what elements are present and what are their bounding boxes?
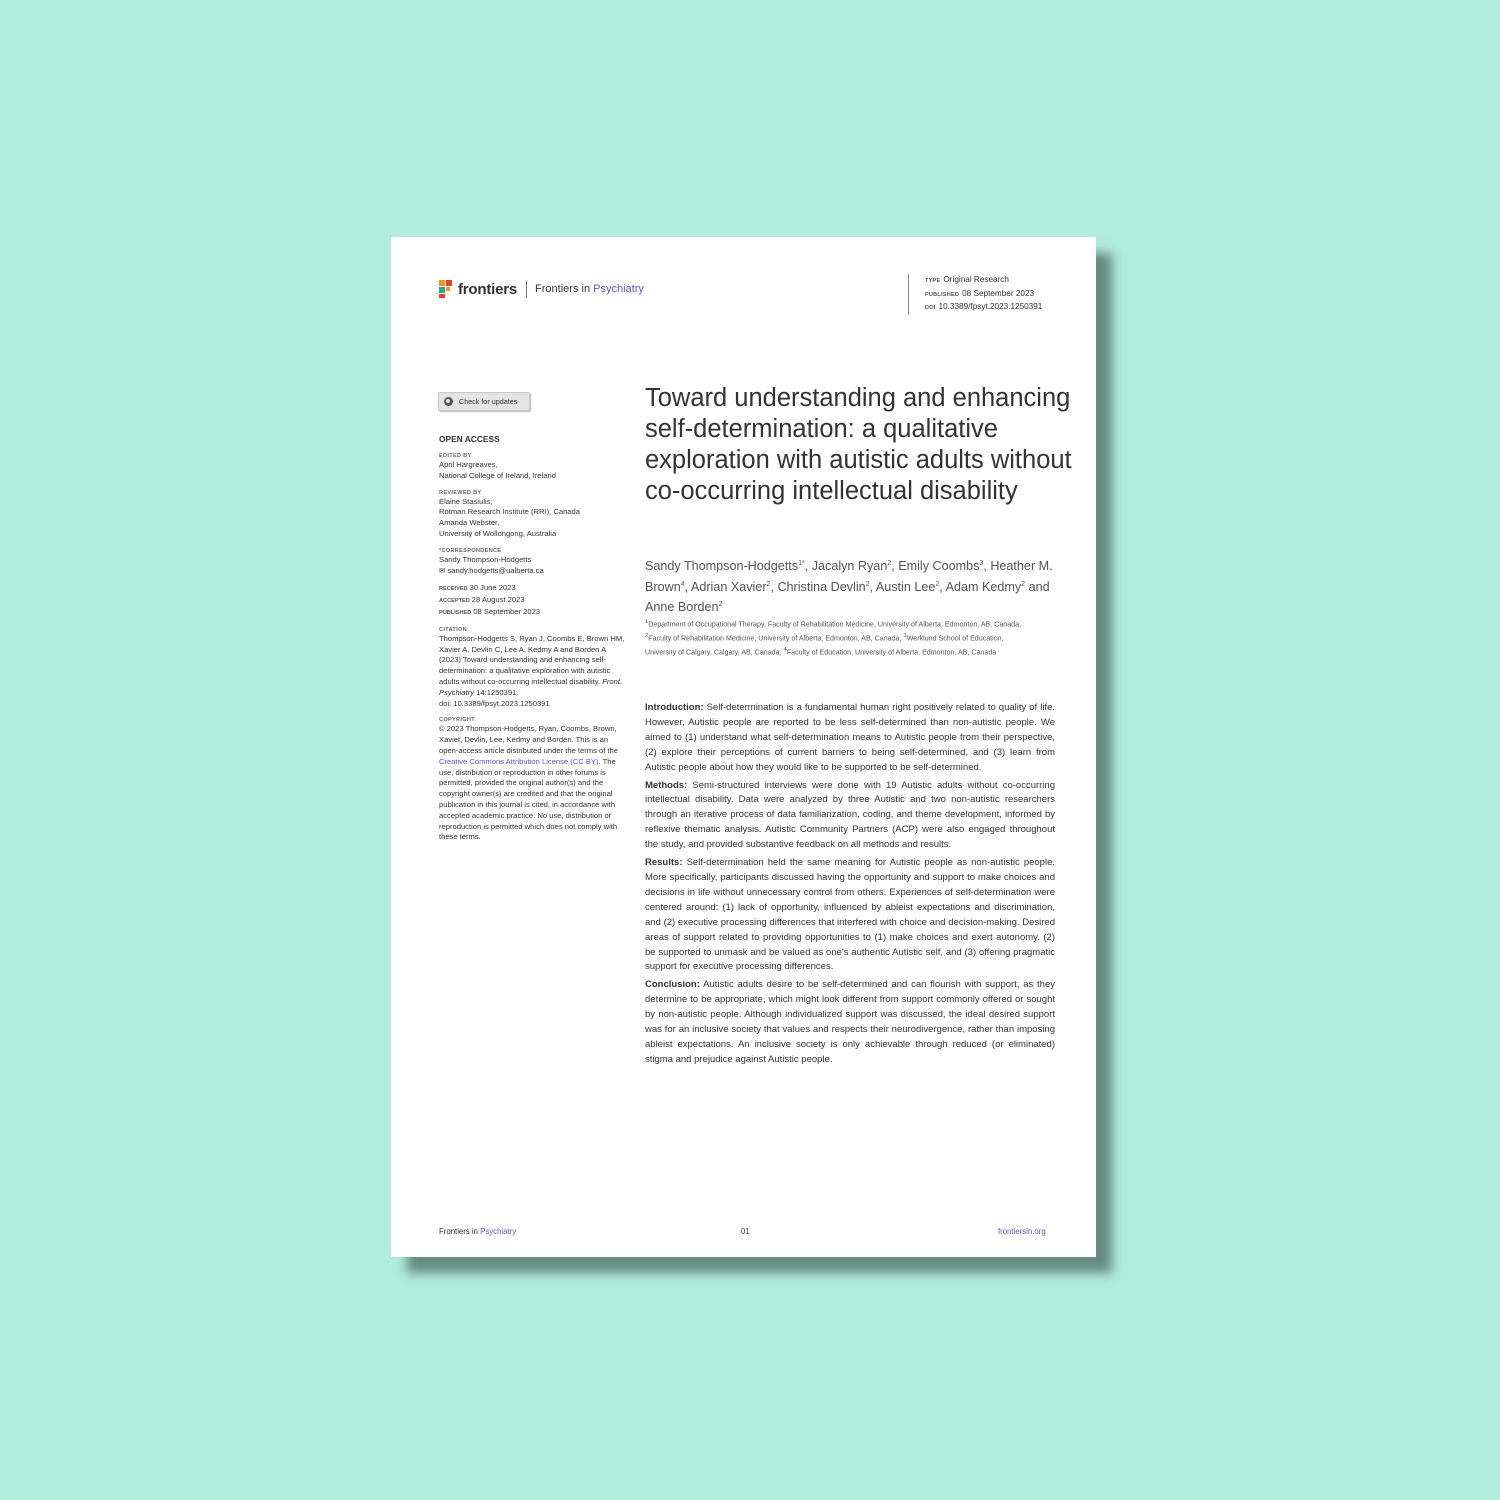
citation-label: CITATION xyxy=(439,626,467,633)
page-number: 01 xyxy=(741,1227,750,1236)
published-row: PUBLISHED 08 September 2023 xyxy=(925,288,1035,298)
author-name[interactable]: Sandy Thompson-Hodgetts xyxy=(645,559,799,574)
abstract-heading: Conclusion: xyxy=(645,979,700,991)
affiliation-mark: 1 xyxy=(645,619,649,625)
author-affiliation-mark: 2 xyxy=(887,560,892,567)
check-for-updates-button[interactable]: Check for updates xyxy=(438,392,530,411)
edited-by: April Hargreaves, National College of Ireland, Ireland xyxy=(439,460,556,480)
journal-accent: Psychiatry xyxy=(593,283,644,295)
abstract-text: Self-determination held the same meaning for Autistic people as non-autistic people. More specifically, participants discussed having the opportunity and support to make choices and decisions in life without unnecessary control from others. Experiences of self-determination were centered around: (1) lack of opportunity, influenced by ableist expectations and discrimination, and (2) executive processing differences that interfered with choice and decision-making. Desired areas of support related to providing opportunities to (1) make choices and exert autonomy, (2) be supported to unmask and be valued as one's authentic Autistic self, and (3) offering pragmatic support for executive processing differences. xyxy=(645,857,1055,973)
correspondence: Sandy Thompson-Hodgetts ✉ sandy.hodgetts@ualberta.ca xyxy=(439,555,629,577)
abstract xyxy=(645,701,1055,1071)
footer-journal: Frontiers in Psychiatry xyxy=(439,1227,517,1236)
edited-by-label: EDITED BY xyxy=(439,453,472,459)
abstract-section xyxy=(645,856,1055,975)
journal-name xyxy=(535,283,644,295)
email-icon: ✉ xyxy=(439,565,448,575)
abstract-heading: Introduction: xyxy=(645,702,704,713)
affiliation-mark: 2 xyxy=(645,632,649,639)
author-affiliation-mark: 2 xyxy=(766,580,771,588)
email-link[interactable]: sandy.hodgetts@ualberta.ca xyxy=(447,565,544,575)
author-affiliation-mark: 2 xyxy=(1021,580,1026,588)
author-affiliation-mark: 4 xyxy=(680,580,685,588)
doi-row: DOI 10.3389/fpsyt.2023.1250391 xyxy=(925,302,1043,311)
check-updates-icon xyxy=(444,397,453,406)
copyright-label: COPYRIGHT xyxy=(439,717,475,724)
sidebar-info xyxy=(439,434,629,843)
type-row: TYPE Original Research xyxy=(925,275,1009,284)
author-affiliation-mark: 1* xyxy=(798,560,805,567)
open-access-label: OPEN ACCESS xyxy=(439,434,500,444)
author-name[interactable]: Jacalyn Ryan xyxy=(811,559,888,574)
citation-doi[interactable]: doi: 10.3389/fpsyt.2023.1250391 xyxy=(439,698,550,708)
abstract-section xyxy=(645,779,1055,854)
author-separator: , xyxy=(684,579,691,594)
affiliation-text: Faculty of Education, University of Alberta, Edmonton, AB, Canada xyxy=(786,647,997,656)
author-affiliation-mark: 2 xyxy=(865,580,870,588)
abstract-text: Semi-structured interviews were done with 19 Autistic adults without co-occurring intellectual disability. Data were analyzed by three Autistic and two non-autistic researchers through an iterative process of data familiarization, coding, and theme development, informed by reflexive thematic analysis. Autistic Community Partners (ACP) were also engaged throughout the study, and provided substantive feedback on all methods and results. xyxy=(645,779,1055,851)
author-name[interactable]: Adam Kedmy xyxy=(945,579,1022,594)
author-affiliation-mark: 2 xyxy=(718,601,723,609)
author-name[interactable]: Emily Coombs xyxy=(898,559,980,574)
affiliation-mark: 4 xyxy=(783,646,787,653)
correspondence-label: *CORRESPONDENCE xyxy=(439,547,502,554)
abstract-text: Self-determination is a fundamental human right positively related to quality of life. However, Autistic people are reported to be less self-determined than non-autistic people. We aimed to (1) understand what self-determination means to Autistic people from their perspective, (2) explore their perceptions of current barriers to being self-determined, and (3) learn from Autistic people about how they would like to be supported to be self-determined. xyxy=(645,702,1055,773)
reviewed-by-label: REVIEWED BY xyxy=(439,489,482,496)
article-title: Toward understanding and enhancing self-determination: a qualitative exploration with autistic adults without co-occurring intellectual disability xyxy=(645,384,1072,505)
doi-link[interactable]: 10.3389/fpsyt.2023.1250391 xyxy=(938,302,1043,311)
author-affiliation-mark: 2 xyxy=(935,580,940,588)
abstract-text: Autistic adults desire to be self-determined and can flourish with support, as they determine to be appropriate, which might look different from support commonly offered or sought by non-autistic people. Although individualized support was discussed, the ideal desired support was for an inclusive society that values and respects their neurodivergence, rather than imposing ableist expectations. An inclusive society is only achievable through reduced (or eliminated) stigma and prejudice against Autistic people. xyxy=(645,979,1055,1065)
author-name[interactable]: Heather M. Brown xyxy=(645,559,1053,594)
article-page xyxy=(391,237,1096,1257)
author-name[interactable]: Christina Devlin xyxy=(777,579,866,594)
author-separator: , xyxy=(869,579,876,594)
footer-site-link[interactable]: frontiersin.org xyxy=(998,1227,1046,1236)
affiliation-mark: 3 xyxy=(903,632,907,639)
reviewed-by: Elaine Stasiulis, Rotman Research Institute (RRI), Canada Amanda Webster, University of Wollongong, Australia xyxy=(439,496,580,538)
affiliation-text: Werklund School of Education, University of Calgary, Calgary, AB, Canada, xyxy=(645,634,1004,656)
journal-prefix: Frontiers in xyxy=(535,283,591,295)
header-divider xyxy=(526,281,527,298)
abstract-heading: Methods: xyxy=(645,779,688,791)
author-separator: , xyxy=(983,559,991,574)
author-name[interactable]: Adrian Xavier xyxy=(690,579,767,594)
author-name[interactable]: Austin Lee xyxy=(875,579,936,594)
email-row xyxy=(439,566,629,577)
affiliations xyxy=(645,617,1035,658)
article-meta xyxy=(908,274,1085,315)
author-separator: and xyxy=(1025,579,1050,594)
frontiers-logo[interactable] xyxy=(438,279,644,299)
frontiers-logo-icon xyxy=(438,279,454,299)
abstract-section xyxy=(645,701,1055,776)
author-name[interactable]: Anne Borden xyxy=(645,600,719,615)
author-separator: , xyxy=(804,559,812,574)
citation: Thompson-Hodgetts S, Ryan J, Coombs E, Brown HM, Xavier A, Devlin C, Lee A, Kedmy A and Borden A (2023) Toward understanding and enhancing self-determination: a qualitative exploration with autistic adults without co-occurring intellectual disability. Front. Psychiatry 14:1250391. doi: 10.3389/fpsyt.2023.1250391 xyxy=(439,633,625,708)
author-list xyxy=(645,555,1065,617)
license-link[interactable]: Creative Commons Attribution License (CC BY) xyxy=(439,756,599,766)
author-separator: , xyxy=(939,579,946,594)
article-dates: RECEIVED 30 June 2023 ACCEPTED 28 August 2023 PUBLISHED 08 September 2023 xyxy=(439,583,541,616)
abstract-section xyxy=(645,978,1055,1067)
author-separator: , xyxy=(770,579,778,594)
abstract-heading: Results: xyxy=(645,857,683,869)
affiliation-text: Faculty of Rehabilitation Medicine, University of Alberta, Edmonton, AB, Canada, xyxy=(648,634,904,643)
affiliation-text: Department of Occupational Therapy, Faculty of Rehabilitation Medicine, University of Alberta, Edmonton, AB, Canada, xyxy=(648,620,1022,629)
author-separator: , xyxy=(891,559,899,574)
brand-name: frontiers xyxy=(458,280,518,298)
copyright: © 2023 Thompson-Hodgetts, Ryan, Coombs, Brown, Xavier, Devlin, Lee, Kedmy and Borden. This is an open-access article distributed under the terms of the Creative Commons Attribution License (CC BY). The use, distribution or reproduction in other forums is permitted, provided the original author(s) and the copyright owner(s) are credited and that the original publication in this journal is cited, in accordance with accepted academic practice. No use, distribution or reproduction is permitted which does not comply with these terms. xyxy=(439,724,618,842)
author-affiliation-mark: 3 xyxy=(979,560,984,567)
